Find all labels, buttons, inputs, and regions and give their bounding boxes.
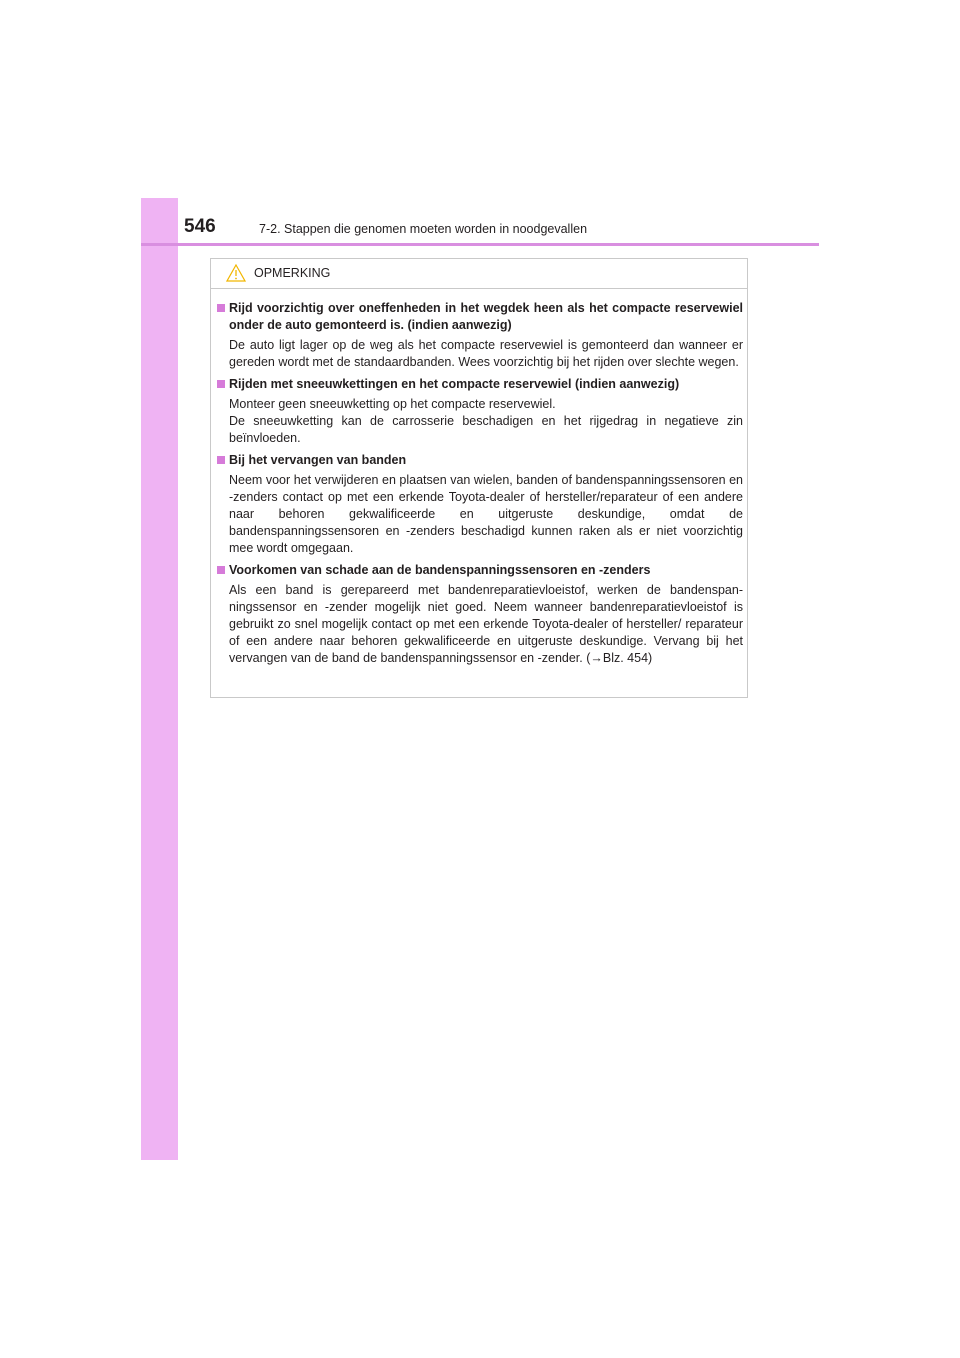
warning-icon (226, 264, 246, 282)
notice-item (217, 452, 743, 557)
notice-item-title: Bij het vervangen van banden (217, 452, 743, 469)
bullet-square-icon (217, 304, 225, 312)
header-rule (141, 243, 819, 246)
notice-item-text: Als een band is gerepareerd met bandenreparatievloeistof, werken de bandenspanningssensor en -zender mogelijk niet goed. Neem wanneer bandenreparatievloeistof is gebruikt zo snel mogelijk contact op met een erkende Toyota-dealer of hersteller/ reparateur of een andere naar behoren gekwalificeerde en uitgeruste deskundige. Vervang bij het vervangen van de band de bandenspanningssensor en -zender. (→Blz. 454) (229, 583, 743, 665)
notice-item-text: Neem voor het verwijderen en plaatsen van wielen, banden of bandenspanningssensoren en -zenders contact op met een erkende Toyota-dealer of hersteller/reparateur of een andere naar behoren gekwalificeerde en uitgeruste deskundige, omdat de bandenspanningssensoren en -zenders beschadigd kunnen raken als er niet voorzichtig mee wordt omgegaan. (229, 473, 743, 555)
notice-item-text: Monteer geen sneeuwketting op het compacte reservewiel. De sneeuwketting kan de carrosserie beschadigen en het rijgedrag in negatieve zin beïnvloeden. (229, 397, 743, 445)
bullet-square-icon (217, 566, 225, 574)
notice-item (217, 376, 743, 447)
notice-body (217, 300, 743, 672)
notice-label: OPMERKING (254, 266, 331, 280)
section-title: 7-2. Stappen die genomen moeten worden in noodgevallen (259, 222, 588, 236)
bullet-square-icon (217, 380, 225, 388)
notice-item-text: De auto ligt lager op de weg als het compacte reservewiel is gemonteerd dan wanneer er gereden wordt met de standaardbanden. Wees voorzichtig bij het rijden over slechte wegen. (229, 338, 743, 369)
bullet-square-icon (217, 456, 225, 464)
notice-item (217, 562, 743, 667)
notice-header (211, 259, 747, 289)
chapter-side-tab (141, 198, 178, 1160)
notice-item-title: Voorkomen van schade aan de bandenspanningssensoren en -zenders (217, 562, 743, 579)
page-number: 546 (184, 216, 216, 237)
notice-item (217, 300, 743, 371)
notice-item-title: Rijden met sneeuwkettingen en het compacte reservewiel (indien aanwezig) (217, 376, 743, 393)
notice-box (210, 258, 748, 698)
notice-item-title: Rijd voorzichtig over oneffenheden in het wegdek heen als het compacte reservewiel onder de auto gemonteerd is. (indien aanwezig) (217, 300, 743, 334)
